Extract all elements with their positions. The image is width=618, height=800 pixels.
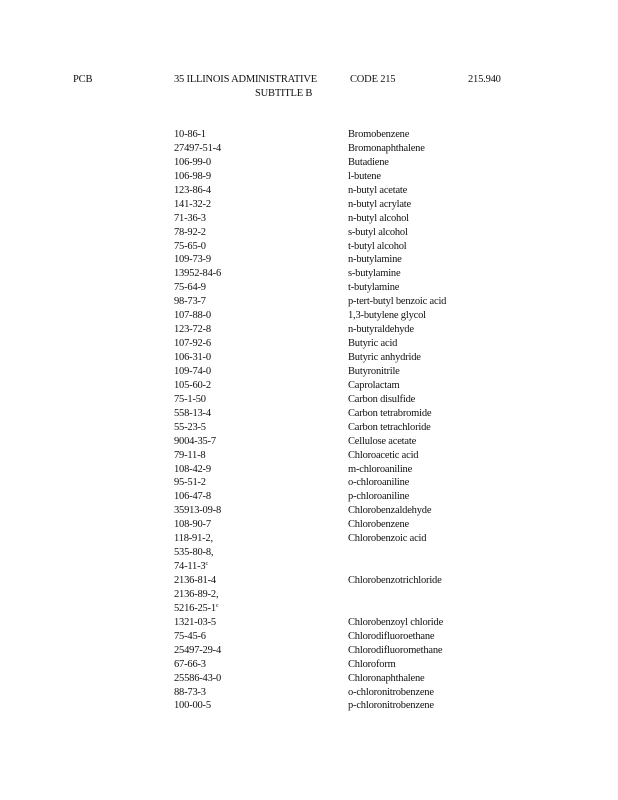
cas-number-text: 106-98-9 bbox=[174, 170, 211, 182]
header-section-number: 215.940 bbox=[468, 74, 501, 85]
cas-number-text: 106-31-0 bbox=[174, 352, 211, 363]
cas-number bbox=[174, 267, 221, 281]
cas-number-text: 95-51-2 bbox=[174, 477, 206, 489]
list-item bbox=[174, 407, 504, 421]
cas-number bbox=[174, 463, 211, 477]
chemical-name: n-butylamine bbox=[348, 254, 402, 266]
chemical-name: Caprolactam bbox=[348, 379, 400, 391]
cas-number bbox=[174, 351, 211, 365]
cas-number-text: 75-45-6 bbox=[174, 630, 206, 642]
chemical-name: Chlorobenzotrichloride bbox=[348, 575, 442, 586]
cas-number-text: 78-92-2 bbox=[174, 226, 206, 238]
cas-number-text: 10-86-1 bbox=[174, 129, 206, 140]
chemical-name: m-chloroaniline bbox=[348, 463, 413, 475]
cas-number bbox=[174, 658, 206, 672]
cas-number bbox=[174, 588, 218, 602]
cas-number-text: 107-92-6 bbox=[174, 338, 211, 350]
cas-number-text: 108-42-9 bbox=[174, 463, 211, 475]
chemical-name: s-butylamine bbox=[348, 268, 401, 280]
cas-number bbox=[174, 686, 206, 700]
chemical-name: n-butyraldehyde bbox=[348, 324, 414, 336]
list-item bbox=[174, 421, 504, 435]
cas-number-text: 88-73-3 bbox=[174, 686, 206, 698]
cas-number-text: 141-32-2 bbox=[174, 198, 211, 210]
list-item bbox=[174, 449, 504, 463]
cas-number-text: 558-13-4 bbox=[174, 407, 211, 419]
cas-number-text: 25497-29-4 bbox=[174, 644, 221, 656]
list-item bbox=[174, 365, 504, 379]
list-item bbox=[174, 212, 504, 226]
cas-number bbox=[174, 504, 221, 518]
header-code: CODE 215 bbox=[350, 74, 396, 85]
cas-number bbox=[174, 476, 206, 490]
cas-number-text: 100-00-5 bbox=[174, 700, 211, 712]
list-item bbox=[174, 351, 504, 365]
cas-number-text: 106-47-8 bbox=[174, 491, 211, 503]
cas-number bbox=[174, 128, 206, 142]
list-item bbox=[174, 253, 504, 267]
cas-number-text: 5216-25-1 bbox=[174, 602, 216, 614]
cas-number bbox=[174, 323, 211, 337]
list-item bbox=[174, 686, 504, 700]
cas-number bbox=[174, 198, 211, 212]
cas-number-text: 1321-03-5 bbox=[174, 616, 216, 628]
list-item bbox=[174, 616, 504, 630]
cas-number bbox=[174, 365, 211, 379]
chemical-name: o-chloroaniline bbox=[348, 477, 410, 489]
list-item bbox=[174, 267, 504, 281]
cas-number-text: 75-64-9 bbox=[174, 282, 206, 294]
list-item bbox=[174, 490, 504, 504]
cas-number bbox=[174, 546, 213, 560]
cas-number bbox=[174, 309, 211, 323]
list-item bbox=[174, 142, 504, 156]
cas-number-text: 13952-84-6 bbox=[174, 268, 221, 280]
list-item bbox=[174, 393, 504, 407]
cas-number-text: 109-74-0 bbox=[174, 365, 211, 377]
list-item bbox=[174, 309, 504, 323]
list-item bbox=[174, 323, 504, 337]
list-item bbox=[174, 574, 504, 588]
list-item bbox=[174, 588, 504, 602]
list-item bbox=[174, 630, 504, 644]
cas-number-text: 27497-51-4 bbox=[174, 142, 221, 154]
cas-number bbox=[174, 630, 206, 644]
chemical-name: Chloronaphthalene bbox=[348, 672, 425, 684]
chemical-name: Chloroacetic acid bbox=[348, 449, 419, 461]
cas-number-text: 71-36-3 bbox=[174, 212, 206, 224]
chemical-name: Butyronitrile bbox=[348, 365, 400, 377]
list-item bbox=[174, 476, 504, 490]
chemical-name: o-chloronitrobenzene bbox=[348, 686, 434, 698]
chemical-name: Bromobenzene bbox=[348, 129, 410, 140]
list-item bbox=[174, 532, 504, 546]
cas-number bbox=[174, 170, 211, 184]
chemical-name: n-butyl alcohol bbox=[348, 212, 409, 224]
cas-number bbox=[174, 421, 206, 435]
chemical-name: n-butyl acrylate bbox=[348, 198, 411, 210]
cas-number bbox=[174, 156, 211, 170]
cas-number-text: 105-60-2 bbox=[174, 379, 211, 391]
list-item bbox=[174, 644, 504, 658]
list-item bbox=[174, 463, 504, 477]
cas-number-text: 109-73-9 bbox=[174, 254, 211, 266]
list-item bbox=[174, 128, 504, 142]
list-item bbox=[174, 435, 504, 449]
chemical-name: n-butyl acetate bbox=[348, 184, 408, 196]
list-item bbox=[174, 156, 504, 170]
chemical-name: p-chloroaniline bbox=[348, 491, 410, 503]
header-agency: PCB bbox=[73, 74, 93, 85]
chemical-name: Butyric acid bbox=[348, 338, 398, 350]
cas-number bbox=[174, 407, 211, 421]
cas-number bbox=[174, 672, 221, 686]
cas-number-text: 79-11-8 bbox=[174, 449, 206, 461]
cas-number bbox=[174, 435, 216, 449]
cas-number bbox=[174, 644, 221, 658]
list-item bbox=[174, 337, 504, 351]
header-title: 35 ILLINOIS ADMINISTRATIVE bbox=[174, 74, 317, 85]
cas-number bbox=[174, 184, 211, 198]
chemical-name: p-chloronitrobenzene bbox=[348, 700, 434, 712]
list-item bbox=[174, 504, 504, 518]
chemical-name: Cellulose acetate bbox=[348, 435, 417, 447]
footnote-marker: c bbox=[215, 602, 219, 609]
chemical-name: Carbon tetrabromide bbox=[348, 407, 432, 419]
cas-number bbox=[174, 574, 216, 588]
cas-number-text: 74-11-3 bbox=[174, 561, 206, 573]
list-item bbox=[174, 699, 504, 713]
chemical-name: Butadiene bbox=[348, 156, 389, 168]
cas-number bbox=[174, 560, 208, 574]
chemical-name: Butyric anhydride bbox=[348, 352, 421, 363]
header-subtitle: SUBTITLE B bbox=[255, 88, 313, 99]
chemical-name: t-butylamine bbox=[348, 282, 400, 294]
chemical-name: 1,3-butylene glycol bbox=[348, 310, 426, 322]
cas-number-text: 75-65-0 bbox=[174, 240, 206, 252]
cas-number-text: 2136-89-2, bbox=[174, 588, 219, 600]
list-item bbox=[174, 240, 504, 254]
cas-number-text: 75-1-50 bbox=[174, 393, 206, 405]
chemical-name: Carbon tetrachloride bbox=[348, 421, 431, 433]
cas-number-text: 118-91-2, bbox=[174, 533, 213, 545]
chemical-name: Chlorobenzene bbox=[348, 519, 409, 531]
cas-number bbox=[174, 449, 205, 463]
list-item bbox=[174, 560, 504, 574]
cas-number bbox=[174, 602, 218, 616]
list-item bbox=[174, 546, 504, 560]
cas-number bbox=[174, 699, 211, 713]
cas-number bbox=[174, 253, 211, 267]
cas-number-text: 123-72-8 bbox=[174, 324, 211, 336]
chemical-name: s-butyl alcohol bbox=[348, 226, 408, 238]
cas-number-text: 106-99-0 bbox=[174, 156, 211, 168]
chemical-name: Carbon disulfide bbox=[348, 393, 416, 405]
chemical-name: t-butyl alcohol bbox=[348, 240, 407, 252]
chemical-name: p-tert-butyl benzoic acid bbox=[348, 296, 447, 308]
cas-number-text: 107-88-0 bbox=[174, 310, 211, 322]
list-item bbox=[174, 170, 504, 184]
cas-number bbox=[174, 490, 211, 504]
list-item bbox=[174, 658, 504, 672]
cas-number bbox=[174, 212, 206, 226]
cas-number-text: 98-73-7 bbox=[174, 296, 206, 308]
cas-number bbox=[174, 616, 216, 630]
list-item bbox=[174, 602, 504, 616]
cas-number bbox=[174, 240, 206, 254]
chemical-name: l-butene bbox=[348, 170, 381, 182]
footnote-marker: c bbox=[205, 561, 208, 568]
cas-number-text: 123-86-4 bbox=[174, 184, 211, 196]
cas-number-text: 25586-43-0 bbox=[174, 672, 221, 684]
cas-number-text: 2136-81-4 bbox=[174, 575, 216, 586]
list-item bbox=[174, 281, 504, 295]
chemical-name: Chlorobenzoyl chloride bbox=[348, 616, 444, 628]
list-item bbox=[174, 184, 504, 198]
chemical-list bbox=[174, 128, 504, 713]
cas-number-text: 55-23-5 bbox=[174, 421, 206, 433]
cas-number bbox=[174, 142, 221, 156]
cas-number bbox=[174, 226, 206, 240]
list-item bbox=[174, 672, 504, 686]
chemical-name: Chlorobenzoic acid bbox=[348, 533, 427, 545]
list-item bbox=[174, 226, 504, 240]
cas-number bbox=[174, 532, 213, 546]
cas-number bbox=[174, 281, 206, 295]
cas-number-text: 108-90-7 bbox=[174, 519, 211, 531]
cas-number bbox=[174, 337, 211, 351]
cas-number bbox=[174, 393, 206, 407]
cas-number bbox=[174, 518, 211, 532]
list-item bbox=[174, 295, 504, 309]
cas-number bbox=[174, 379, 211, 393]
cas-number bbox=[174, 295, 206, 309]
list-item bbox=[174, 198, 504, 212]
cas-number-text: 9004-35-7 bbox=[174, 435, 216, 447]
list-item bbox=[174, 518, 504, 532]
chemical-name: Chlorodifluoroethane bbox=[348, 630, 435, 642]
cas-number-text: 35913-09-8 bbox=[174, 505, 221, 517]
chemical-name: Chlorobenzaldehyde bbox=[348, 505, 432, 517]
cas-number-text: 67-66-3 bbox=[174, 658, 206, 670]
chemical-name: Bromonaphthalene bbox=[348, 142, 425, 154]
list-item bbox=[174, 379, 504, 393]
chemical-name: Chlorodifluoromethane bbox=[348, 644, 443, 656]
chemical-name: Chloroform bbox=[348, 658, 396, 670]
cas-number-text: 535-80-8, bbox=[174, 547, 214, 559]
